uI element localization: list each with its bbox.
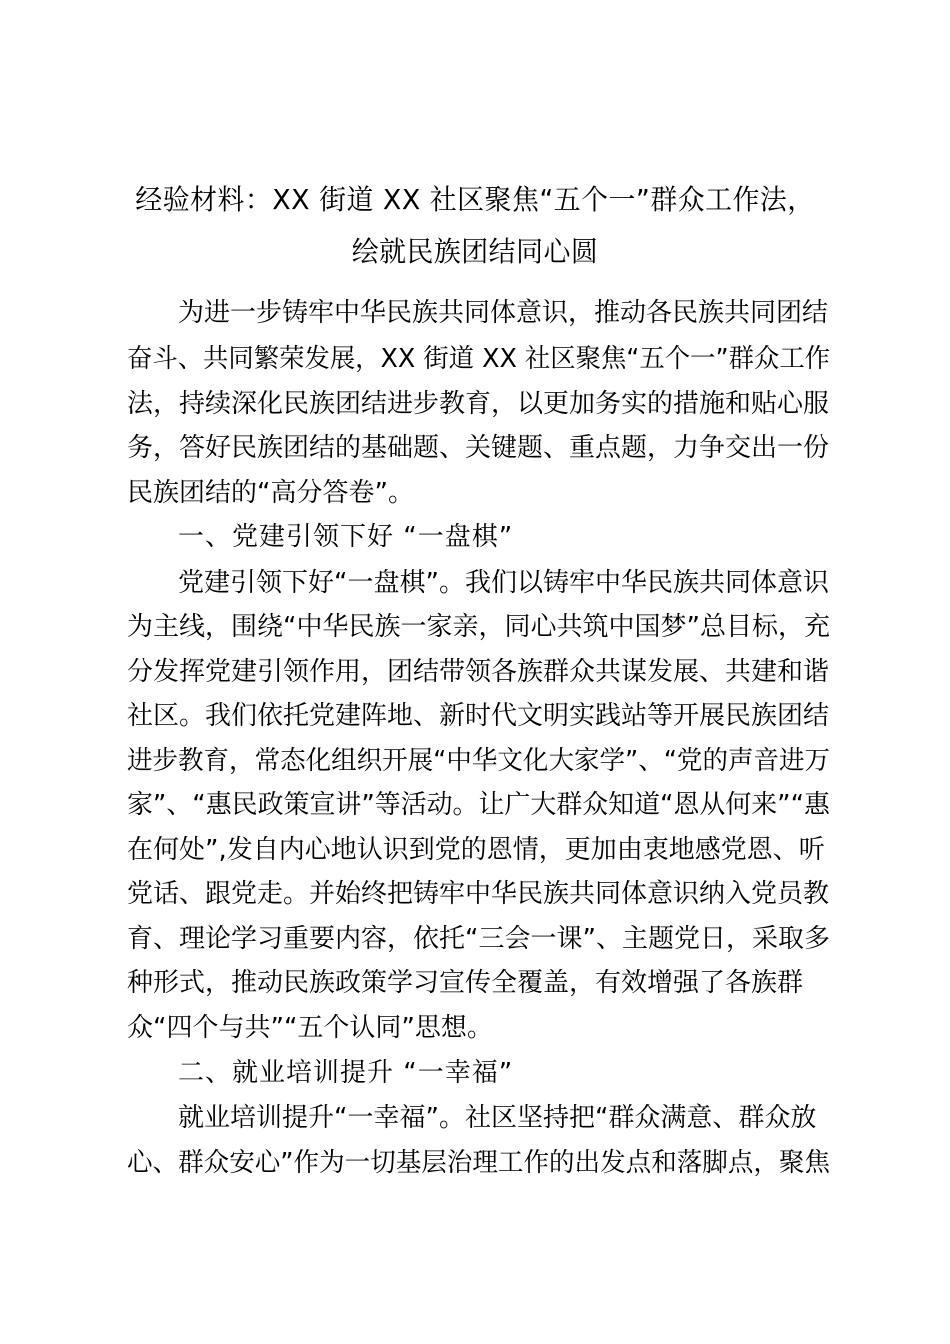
intro-line: 为进一步铸牢中华民族共同体意识，推动各民族共同团结 xyxy=(178,298,829,328)
section-1-line: 分发挥党建引领作用，团结带领各族群众共谋发展、共建和谐 xyxy=(127,657,830,687)
section-1-line: 进步教育，常态化组织开展“中华文化大家学”、“党的声音进万 xyxy=(127,746,831,776)
section-1-line: 家”、“惠民政策宣讲”等活动。让广大群众知道“恩从何来”“惠 xyxy=(127,790,830,820)
intro-line: 奋斗、共同繁荣发展，XX 街道 XX 社区聚焦“五个一”群众工作 xyxy=(127,344,831,374)
section-1-line: 社区。我们依托党建阵地、新时代文明实践站等开展民族团结 xyxy=(127,701,830,731)
section-1-line: 众“四个与共”“五个认同”思想。 xyxy=(127,1013,493,1043)
section-1-line: 在何处”,发自内心地认识到党的恩情，更加由衷地感党恩、听 xyxy=(127,835,825,865)
section-1-line: 党建引领下好“一盘棋”。我们以铸牢中华民族共同体意识 xyxy=(178,568,829,598)
section-1-line: 育、理论学习重要内容，依托“三会一课”、主题党日，采取多 xyxy=(127,924,830,954)
section-1-heading: 一、党建引领下好 “一盘棋” xyxy=(178,522,514,552)
document-title-line-1: 经验材料：XX 街道 XX 社区聚焦“五个一”群众工作法， xyxy=(135,183,815,216)
intro-line: 法，持续深化民族团结进步教育，以更加务实的措施和贴心服 xyxy=(127,389,830,419)
intro-line: 务，答好民族团结的基础题、关键题、重点题，力争交出一份 xyxy=(127,433,830,463)
intro-line: 民族团结的“高分答卷”。 xyxy=(127,478,414,508)
section-2-line: 就业培训提升“一幸福”。社区坚持把“群众满意、群众放 xyxy=(178,1103,817,1133)
section-1-line: 为主线，围绕“中华民族一家亲，同心共筑中国梦”总目标，充 xyxy=(127,612,830,642)
section-1-line: 种形式，推动民族政策学习宣传全覆盖，有效增强了各族群 xyxy=(127,968,804,998)
section-2-heading: 二、就业培训提升 “一幸福” xyxy=(178,1058,514,1088)
document-title-line-2: 绘就民族团结同心圆 xyxy=(351,235,599,268)
section-1-line: 党话、跟党走。并始终把铸牢中华民族共同体意识纳入党员教 xyxy=(127,879,830,909)
section-2-line: 心、群众安心”作为一切基层治理工作的出发点和落脚点，聚焦 xyxy=(127,1148,831,1178)
